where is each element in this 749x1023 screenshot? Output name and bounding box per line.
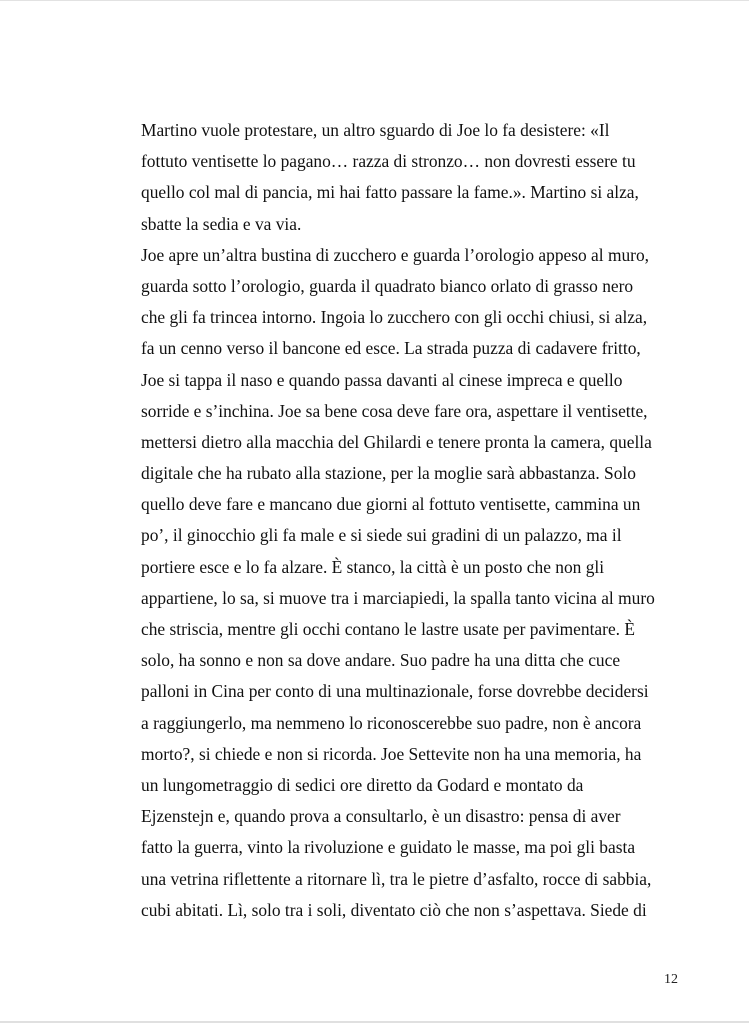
text-line: Martino vuole protestare, un altro sguardo di Joe lo fa desistere: «Il [141, 120, 610, 140]
text-line: quello deve fare e mancano due giorni al fottuto ventisette, cammina un [141, 494, 641, 515]
text-line: Joe si tappa il naso e quando passa davanti al cinese impreca e quello [141, 369, 623, 390]
text-line: una vetrina riflettente a ritornare lì, tra le pietre d’asfalto, rocce di sabbia, [141, 868, 652, 889]
text-line: digitale che ha rubato alla stazione, per la moglie sarà abbastanza. Solo [141, 463, 636, 484]
text-line: appartiene, lo sa, si muove tra i marciapiedi, la spalla tanto vicina al muro [141, 587, 655, 608]
text-line: morto?, si chiede e non si ricorda. Joe Settevite non ha una memoria, ha [141, 743, 642, 764]
text-line: a raggiungerlo, ma nemmeno lo riconoscerebbe suo padre, non è ancora [141, 712, 642, 733]
text-line: Joe apre un’altra bustina di zucchero e guarda l’orologio appeso al muro, [141, 244, 650, 265]
text-line: po’, il ginocchio gli fa male e si siede sui gradini di un palazzo, ma il [141, 525, 622, 546]
text-line: sorride e s’inchina. Joe sa bene cosa deve fare ora, aspettare il ventisette, [141, 400, 648, 421]
text-line: un lungometraggio di sedici ore diretto da Godard e montato da [141, 774, 584, 795]
text-line: palloni in Cina per conto di una multinazionale, forse dovrebbe decidersi [141, 681, 649, 702]
text-line: fottuto ventisette lo pagano… razza di stronzo… non dovresti essere tu [141, 151, 636, 172]
text-line: quello col mal di pancia, mi hai fatto passare la fame.». Martino si alza, [141, 182, 639, 203]
page-top-edge [0, 0, 749, 1]
page-body-text [141, 115, 661, 926]
text-line: solo, ha sonno e non sa dove andare. Suo padre ha una ditta che cuce [141, 650, 621, 671]
text-line: fa un cenno verso il bancone ed esce. La strada puzza di cadavere fritto, [141, 338, 641, 359]
text-line: portiere esce e lo fa alzare. È stanco, la città è un posto che non gli [141, 556, 605, 577]
text-line: mettersi dietro alla macchia del Ghilardi e tenere pronta la camera, quella [141, 431, 652, 452]
text-line: che gli fa trincea intorno. Ingoia lo zucchero con gli occhi chiusi, si alza, [141, 307, 648, 328]
text-line: guarda sotto l’orologio, guarda il quadrato bianco orlato di grasso nero [141, 275, 634, 296]
text-line: sbatte la sedia e va via. [141, 213, 302, 234]
text-line: cubi abitati. Lì, solo tra i soli, diventato ciò che non s’aspettava. Siede di [141, 899, 647, 920]
text-line: che striscia, mentre gli occhi contano le lastre usate per pavimentare. È [141, 619, 635, 639]
page-number: 12 [664, 972, 678, 987]
text-line: fatto la guerra, vinto la rivoluzione e guidato le masse, ma poi gli basta [141, 837, 636, 858]
text-line: Ejzenstejn e, quando prova a consultarlo, è un disastro: pensa di aver [141, 806, 621, 827]
